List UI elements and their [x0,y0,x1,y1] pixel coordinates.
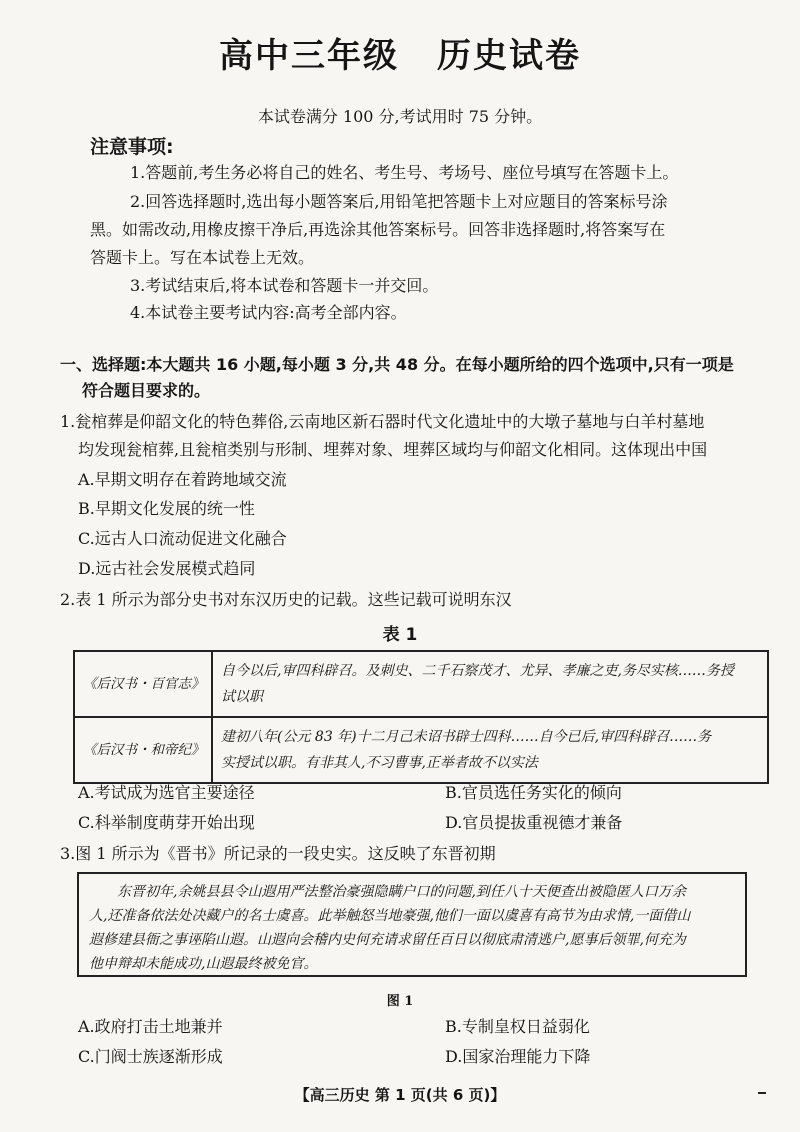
page-footer: 【高三历史 第 1 页(共 6 页)】 [294,1086,506,1104]
notice-item-2-line-2: 黑。如需改动,用橡皮擦干净后,再选涂其他答案标号。回答非选择题时,将答案写在 [90,220,666,239]
question-2-stem: 2.表 1 所示为部分史书对东汉历史的记载。这些记载可说明东汉 [60,590,512,609]
table-row-text-line-2: 实授试以职。有非其人,不习曹事,正举者故不以实法 [221,755,538,771]
exam-info: 本试卷满分 100 分,考试用时 75 分钟。 [257,107,543,126]
table-row-source: 《后汉书・和帝纪》 [74,717,212,783]
table-row-text-line-1: 建初八年(公元 83 年)十二月己未诏书辟士四科……自今已后,审四科辟召……务 [221,729,712,745]
table-row-text-line-1: 自今以后,审四科辟召。及刺史、二千石察茂才、尤异、孝廉之吏,务尽实核……务授 [221,663,734,679]
figure-1-line-1: 东晋初年,余姚县县令山遐用严法整治豪强隐瞒户口的问题,到任八十天便查出被隐匿人口万余 [117,884,686,900]
table-row-text [212,717,768,783]
question-1-stem [60,408,780,464]
question-3-stem: 3.图 1 所示为《晋书》所记录的一段史实。这反映了东晋初期 [60,844,496,863]
section-heading [60,352,780,404]
table-row-text-line-2: 试以职 [221,689,263,705]
figure-1-line-2: 人,还准备依法处决藏户的名士虞喜。此举触怒当地豪强,他们一面以虞喜有高节为由求情,一面借山 [89,908,691,924]
question-2-option-c: C.科举制度萌芽开始出现 [78,813,255,832]
notice-item-3: 3.考试结束后,将本试卷和答题卡一并交回。 [130,276,439,295]
question-1-line-1: 1.瓮棺葬是仰韶文化的特色葬俗,云南地区新石器时代文化遗址中的大墩子墓地与白羊村墓地 [60,412,705,431]
question-2-option-d: D.官员提拔重视德才兼备 [445,813,623,832]
notice-heading: 注意事项: [90,136,174,158]
table-1-caption: 表 1 [382,625,418,645]
table-1 [73,650,769,784]
section-heading-line-1: 一、选择题:本大题共 16 小题,每小题 3 分,共 48 分。在每小题所给的四个选项中,只有一项是 [60,355,734,374]
figure-1-line-4: 他申辩却未能成功,山遐最终被免官。 [89,956,318,972]
question-2-option-a: A.考试成为选官主要途径 [78,783,255,802]
notice-item-1: 1.答题前,考生务必将自己的姓名、考生号、考场号、座位号填写在答题卡上。 [130,163,679,182]
notice-item-2-line-1: 2.回答选择题时,选出每小题答案后,用铅笔把答题卡上对应题目的答案标号涂 [130,192,668,211]
question-1-option-c: C.远古人口流动促进文化融合 [78,529,287,548]
notice-item-2-line-3: 答题卡上。写在本试卷上无效。 [90,248,315,267]
question-1-option-d: D.远古社会发展模式趋同 [78,559,256,578]
question-1-option-a: A.早期文明存在着跨地域交流 [78,470,287,489]
question-2-option-b: B.官员选任务实化的倾向 [445,783,622,802]
table-row [74,651,768,717]
question-3-option-c: C.门阀士族逐渐形成 [78,1047,223,1066]
figure-1-caption: 图 1 [386,994,414,1009]
question-3-option-a: A.政府打击土地兼并 [78,1017,223,1036]
question-3-option-d: D.国家治理能力下降 [445,1047,591,1066]
table-row-text [212,651,768,717]
page-mark [758,1092,766,1094]
table-row-source: 《后汉书・百官志》 [74,651,212,717]
figure-1-box [77,872,747,977]
question-1-option-b: B.早期文化发展的统一性 [78,499,255,518]
figure-1-line-3: 遐修建县衙之事诬陷山遐。山遐向会稽内史何充请求留任百日以彻底肃清逃户,愿事后领罪,何充为 [89,932,686,948]
title-subject: 历史试卷 [437,36,581,76]
section-heading-line-2: 符合题目要求的。 [82,381,211,400]
notice-item-2 [90,189,750,271]
table-row [74,717,768,783]
question-1-line-2: 均发现瓮棺葬,且瓮棺类别与形制、埋葬对象、埋葬区域均与仰韶文化相同。这体现出中国 [78,440,708,459]
notice-item-4: 4.本试卷主要考试内容:高考全部内容。 [130,303,407,322]
page-title [0,28,800,77]
title-grade: 高中三年级 [219,36,399,76]
question-3-option-b: B.专制皇权日益弱化 [445,1017,590,1036]
